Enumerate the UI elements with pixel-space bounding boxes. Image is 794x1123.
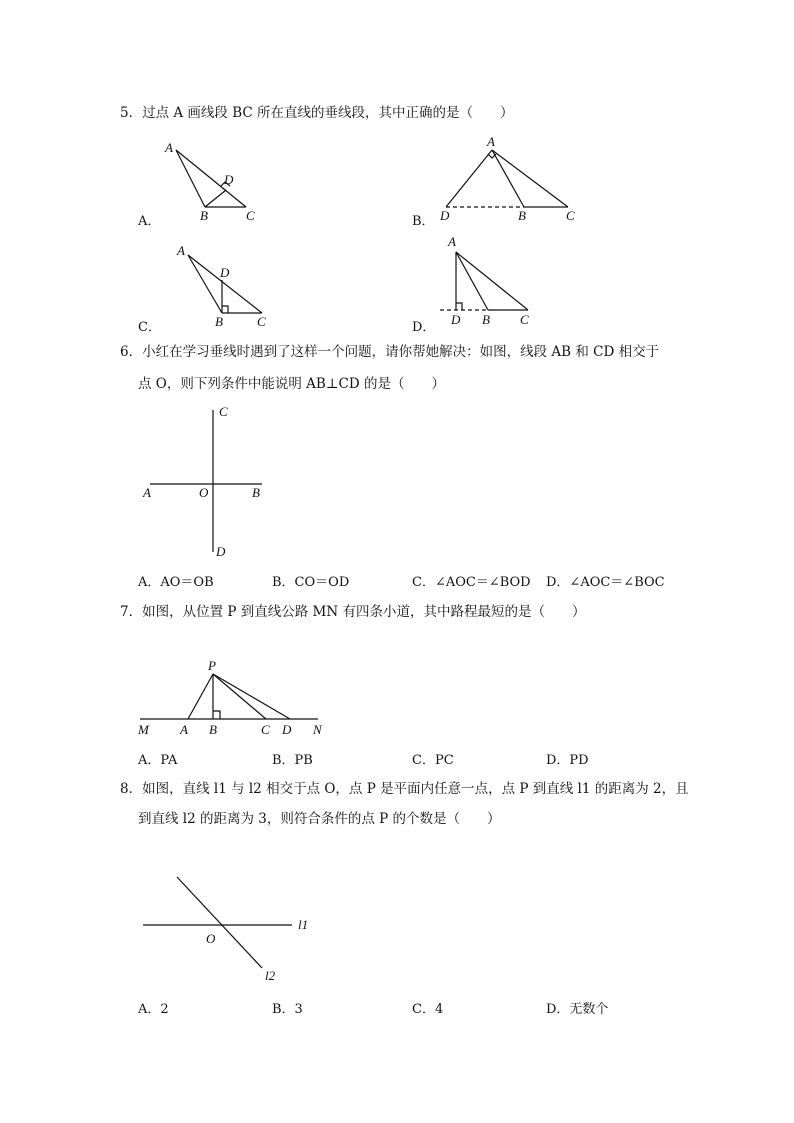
q6-label-o: O xyxy=(199,485,209,500)
q8-text-line2: 到直线 l2 的距离为 3，则符合条件的点 P 的个数是（ ） xyxy=(138,811,501,827)
line-ac xyxy=(492,150,568,207)
q7-label-p: P xyxy=(208,658,216,673)
q5-option-d-letter: D． xyxy=(412,320,436,335)
q5a-label-a: A xyxy=(165,140,173,155)
q5d-label-c: C xyxy=(520,312,529,327)
q8-option-d: D．无数个 xyxy=(546,1002,609,1017)
q7-label-c: C xyxy=(261,722,270,737)
right-angle-mark xyxy=(222,306,228,313)
right-angle-mark xyxy=(488,154,496,158)
q5c-label-d: D xyxy=(220,265,230,280)
q7-text: 7．如图，从位置 P 到直线公路 MN 有四条小道，其中路程最短的是（ ） xyxy=(120,604,586,620)
q5d-label-b: B xyxy=(482,312,490,327)
q5-text: 5．过点 A 画线段 BC 所在直线的垂线段，其中正确的是（ ） xyxy=(120,105,514,121)
q5a-label-b: B xyxy=(200,208,208,223)
q5b-label-d: D xyxy=(440,208,450,223)
line-bd xyxy=(205,190,226,207)
line-ab xyxy=(456,252,488,310)
q7-label-d: D xyxy=(282,722,292,737)
q8-option-a: A．2 xyxy=(138,1002,169,1017)
line-pc xyxy=(213,674,266,719)
line-ab xyxy=(492,150,524,207)
q5a-label-d: D xyxy=(224,172,234,187)
q8-option-b: B．3 xyxy=(272,1002,303,1017)
line-ac xyxy=(188,255,262,313)
q6-figure xyxy=(142,404,262,559)
line-pa xyxy=(188,674,213,719)
q7-option-d: D．PD xyxy=(546,753,589,768)
q5-figure-d xyxy=(440,234,529,327)
q5c-label-a: A xyxy=(177,243,185,258)
q6-label-d: D xyxy=(216,544,226,559)
q5b-label-c: C xyxy=(566,208,575,223)
q5d-label-d: D xyxy=(451,312,461,327)
line-ac xyxy=(176,150,246,207)
q6-label-c: C xyxy=(219,404,228,419)
q8-option-c: C．4 xyxy=(412,1002,444,1017)
q5-figure-a xyxy=(164,140,255,223)
q5b-label-a: A xyxy=(487,134,495,149)
q6-option-b: B．CO＝OD xyxy=(272,575,350,590)
q5b-label-b: B xyxy=(518,208,526,223)
line-ad xyxy=(446,150,492,207)
right-angle-mark xyxy=(456,303,462,310)
q8-label-o: O xyxy=(206,931,216,946)
q7-label-n: N xyxy=(313,722,322,737)
q8-text-line1: 8．如图，直线 l1 与 l2 相交于点 O，点 P 是平面内任意一点，点 P 到直线 l1 的距离为 2，且 xyxy=(120,781,689,797)
q6-label-a: A xyxy=(143,485,151,500)
q5d-label-a: A xyxy=(448,234,456,249)
q6-text-line1: 6．小红在学习垂线时遇到了这样一个问题，请你帮她解决：如图，线段 AB 和 CD 相交于 xyxy=(120,344,660,360)
q8-label-l2: l2 xyxy=(265,968,276,983)
line-ab xyxy=(188,255,222,313)
q6-option-c: C．∠AOC＝∠BOD xyxy=(412,575,531,590)
q6-text-line2: 点 O，则下列条件中能说明 AB⊥CD 的是（ ） xyxy=(138,376,445,392)
q6-option-d: D．∠AOC＝∠BOC xyxy=(546,575,665,590)
q5c-label-b: B xyxy=(215,314,223,329)
right-angle-mark xyxy=(213,711,220,719)
q8-label-l1: l1 xyxy=(298,917,309,932)
q5-figure-c xyxy=(176,243,266,329)
q5-option-a-letter: A． xyxy=(138,214,161,229)
q7-figure xyxy=(137,658,323,737)
q5-option-c-letter: C． xyxy=(138,320,161,335)
q7-option-a: A．PA xyxy=(138,753,178,768)
line-ac xyxy=(456,252,528,310)
line-ab xyxy=(176,150,205,207)
q7-label-m: M xyxy=(138,722,149,737)
q7-option-b: B．PB xyxy=(272,753,313,768)
q5-option-b-letter: B． xyxy=(412,214,435,229)
q5c-label-c: C xyxy=(257,314,266,329)
q7-option-c: C．PC xyxy=(412,753,454,768)
q7-label-a: A xyxy=(180,722,188,737)
q6-label-b: B xyxy=(252,485,260,500)
q5a-label-c: C xyxy=(246,208,255,223)
q7-label-b: B xyxy=(209,722,217,737)
line-l2 xyxy=(177,877,262,968)
q5-figure-b xyxy=(439,134,575,223)
line-pd xyxy=(213,674,290,719)
q8-figure xyxy=(143,877,308,983)
q6-option-a: A．AO＝OB xyxy=(138,575,214,590)
